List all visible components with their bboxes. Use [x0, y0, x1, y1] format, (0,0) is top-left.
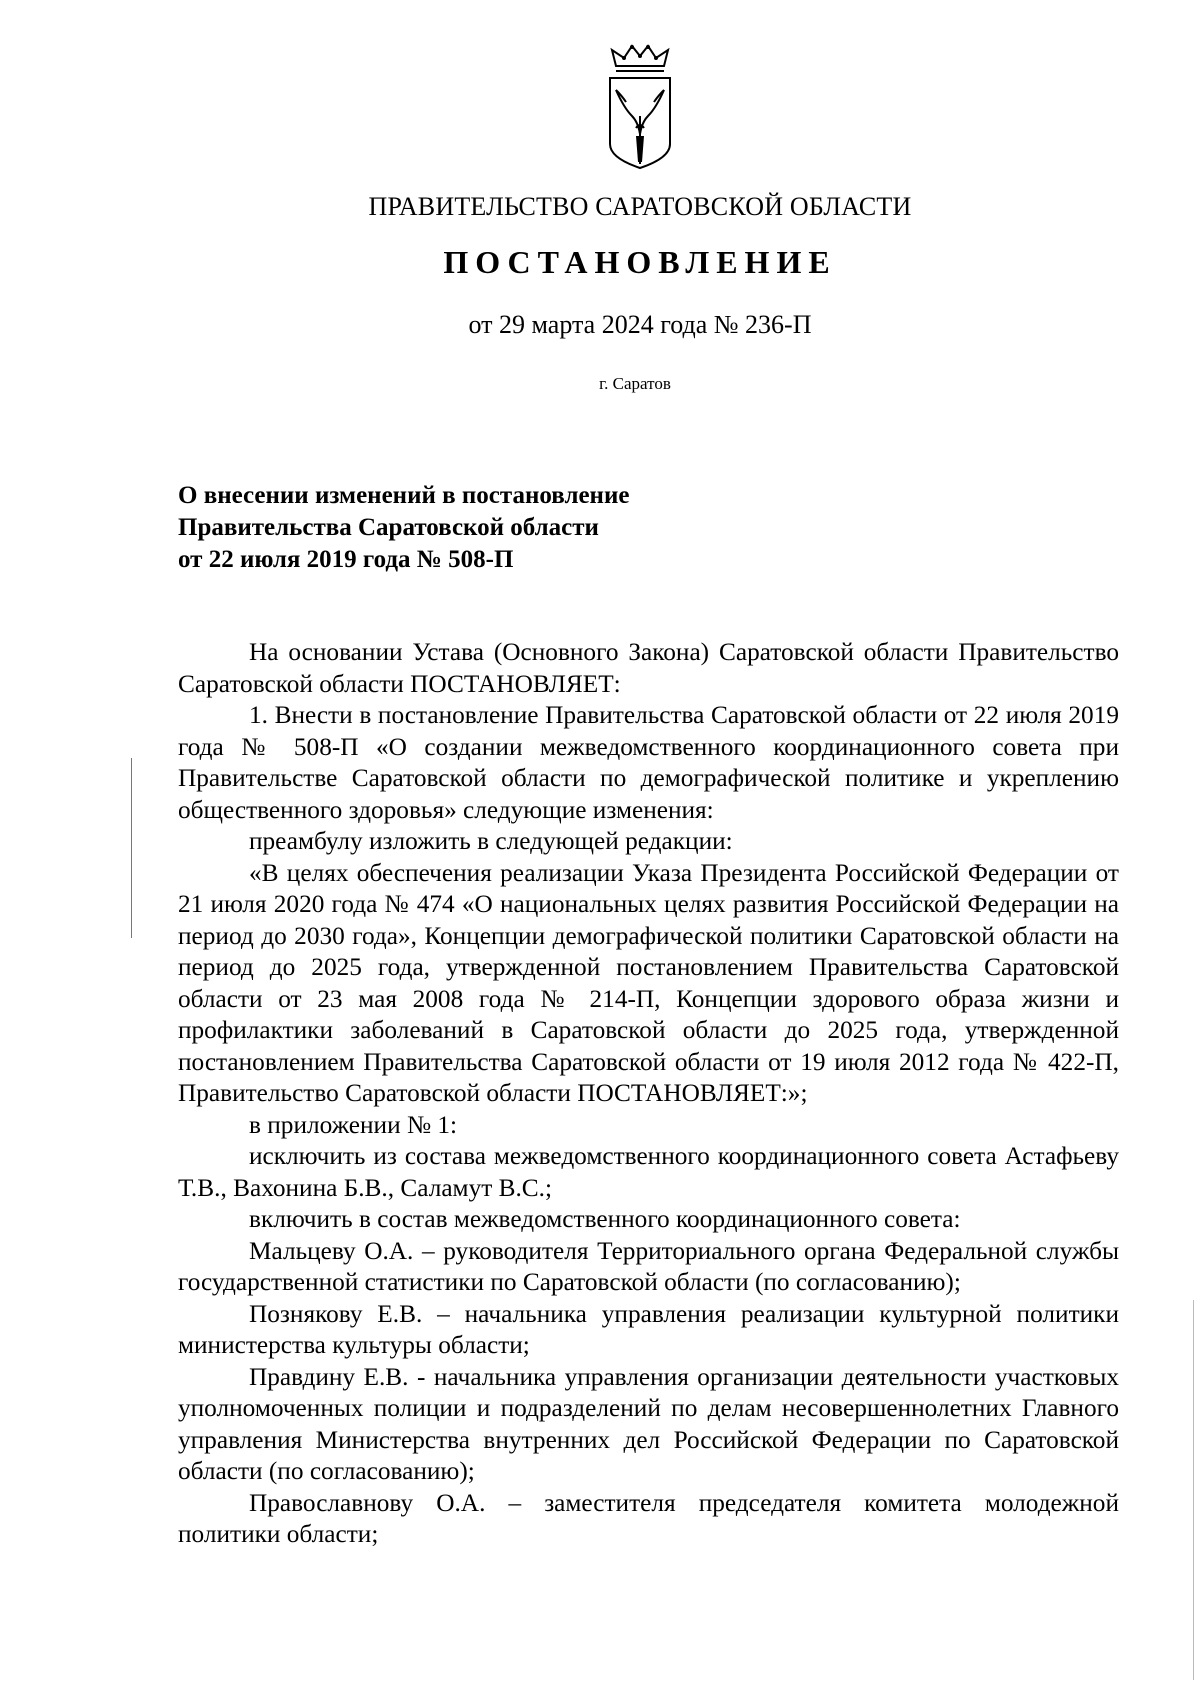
document-type: ПОСТАНОВЛЕНИЕ: [443, 244, 837, 280]
body-paragraph: 1. Внести в постановление Правительства Саратовской области от 22 июля 2019 года № 508-П «О создании межведомственного координационного совета при Правительстве Саратовской области по демографической политике и укреплению общественного здоровья» следующие изменения:: [178, 701, 1119, 824]
body-paragraph: Правдину Е.В. - начальника управления организации деятельности участковых уполномоченных полиции и подразделений по делам несовершеннолетних Главного управления Министерства внутренних дел Российской Федерации по Саратовской области (по согласованию);: [178, 1362, 1119, 1485]
title-line: Правительства Саратовской области: [178, 514, 599, 541]
document-city: г. Саратов: [599, 374, 671, 393]
document-title: [178, 480, 629, 576]
body-paragraph: Познякову Е.В. – начальника управления реализации культурной политики министерства культуры области;: [178, 1299, 1119, 1359]
title-line: О внесении изменений в постановление: [178, 482, 630, 509]
organization-name: ПРАВИТЕЛЬСТВО САРАТОВСКОЙ ОБЛАСТИ: [368, 192, 912, 221]
saratov-coat-of-arms-icon: [602, 44, 678, 172]
title-line: от 22 июля 2019 года № 508-П: [178, 546, 514, 573]
document-body: [178, 637, 1119, 1551]
body-paragraph: включить в состав межведомственного координационного совета:: [249, 1205, 961, 1233]
document-date-number: от 29 марта 2024 года № 236-П: [468, 310, 812, 339]
scan-artifact-line: [1193, 1300, 1194, 1680]
body-paragraph: исключить из состава межведомственного координационного совета Астафьеву Т.В., Вахонина Б.В., Саламут В.С.;: [178, 1142, 1119, 1202]
body-paragraph: «В целях обеспечения реализации Указа Президента Российской Федерации от 21 июля 2020 года № 474 «О национальных целях развития Российской Федерации на период до 2030 года», Концепции демографической политики Саратовской области на период до 2025 года, утвержденной постановлением Правительства Саратовской области от 23 мая 2008 года № 214-П, Концепции здорового образа жизни и профилактики заболеваний в Саратовской области до 2025 года, утвержденной постановлением Правительства Саратовской области от 19 июля 2012 года № 422-П, Правительство Саратовской области ПОСТАНОВЛЯЕТ:»;: [178, 858, 1119, 1107]
body-paragraph: в приложении № 1:: [249, 1110, 458, 1139]
body-paragraph: Мальцеву О.А. – руководителя Территориального органа Федеральной службы государственной статистики по Саратовской области (по согласованию);: [178, 1236, 1119, 1296]
body-paragraph: На основании Устава (Основного Закона) Саратовской области Правительство Саратовской области ПОСТАНОВЛЯЕТ:: [178, 638, 1119, 698]
scan-artifact-line: [131, 758, 132, 938]
body-paragraph: Православнову О.А. – заместителя председателя комитета молодежной политики области;: [178, 1488, 1119, 1548]
body-paragraph: преамбулу изложить в следующей редакции:: [249, 827, 733, 855]
